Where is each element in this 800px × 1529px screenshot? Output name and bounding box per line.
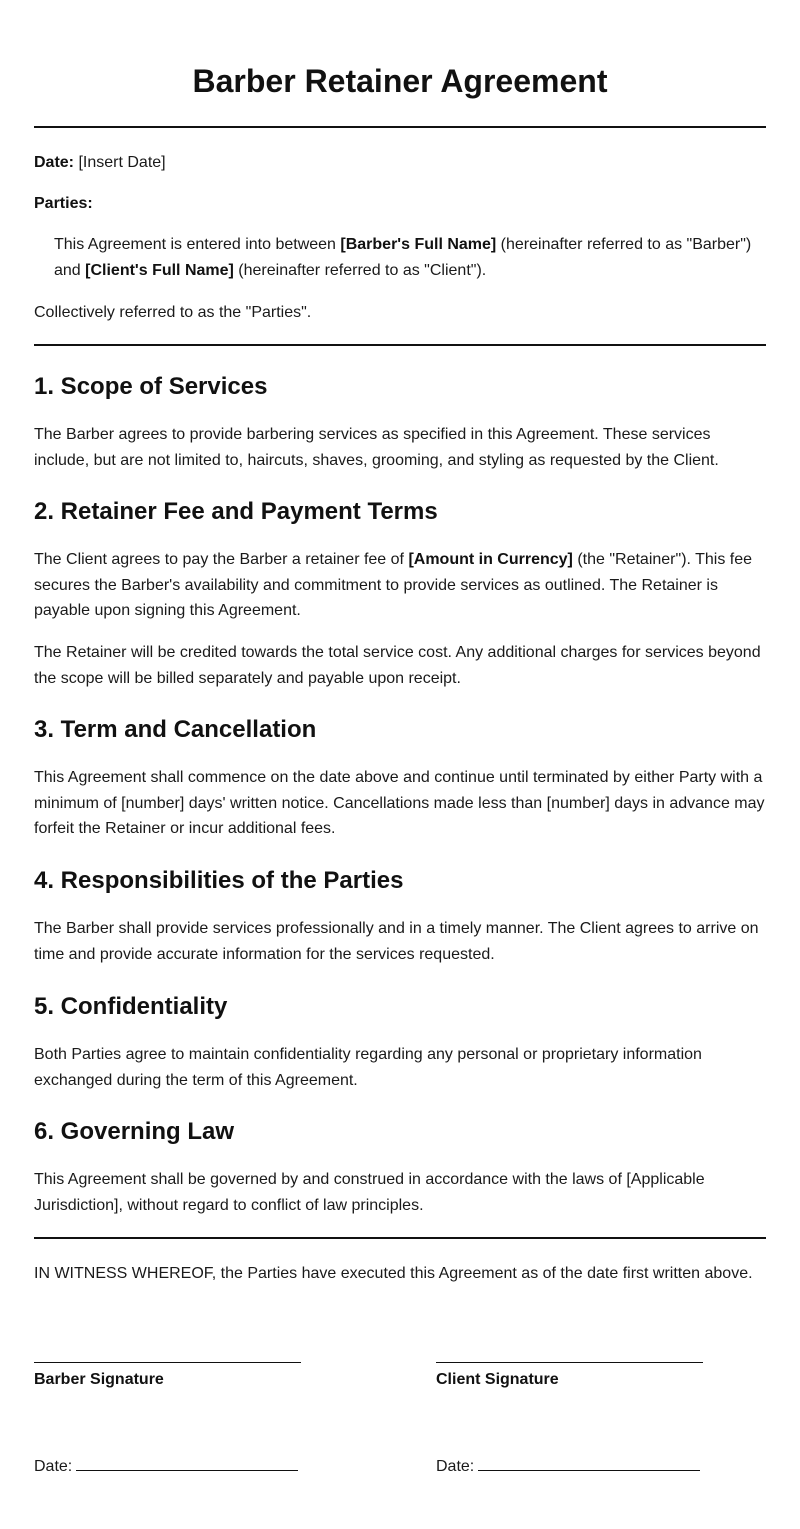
section-paragraph: The Retainer will be credited towards the total service cost. Any additional charges for services beyond the scope will be billed separately and payable upon receipt. (34, 644, 761, 687)
parties-label: Parties: (34, 195, 93, 212)
client-name-placeholder: [Client's Full Name] (85, 261, 234, 279)
barber-signature-line[interactable] (34, 1362, 301, 1363)
client-signature-line[interactable] (436, 1362, 703, 1363)
client-date-blank[interactable] (478, 1456, 700, 1471)
parties-intro (54, 232, 768, 283)
barber-date-blank[interactable] (76, 1456, 298, 1471)
date-label: Date: (34, 1458, 73, 1475)
section-paragraph (34, 547, 768, 624)
section-paragraph: Both Parties agree to maintain confidentiality regarding any personal or proprietary information exchanged during the term of this Agreement. (34, 1046, 702, 1089)
divider (34, 126, 766, 128)
amount-placeholder: [Amount in Currency] (408, 551, 573, 568)
document-title: Barber Retainer Agreement (192, 63, 608, 99)
intro-text: (hereinafter referred to as "Barber") and (54, 236, 752, 279)
barber-signature-label: Barber Signature (34, 1371, 164, 1388)
section-paragraph: The Barber agrees to provide barbering services as specified in this Agreement. These services include, but are not limited to, haircuts, shaves, grooming, and styling as requested by the Client. (34, 426, 719, 469)
barber-name-placeholder: [Barber's Full Name] (340, 236, 497, 253)
parties-heading (34, 191, 768, 217)
paragraph-text: (the "Retainer"). This fee secures the Barber's availability and commitment to provide services as outlined. The Retainer is payable upon signing this Agreement. (34, 551, 753, 620)
client-signature-label: Client Signature (436, 1371, 559, 1388)
date-label: Date: (436, 1458, 475, 1475)
section-heading: 4. Responsibilities of the Parties (34, 867, 404, 894)
intro-text: (hereinafter referred to as "Client"). (233, 261, 487, 279)
date-value: [Insert Date] (78, 154, 166, 171)
date-line (34, 150, 768, 176)
section-heading: 1. Scope of Services (34, 373, 268, 400)
barber-date-line (34, 1456, 298, 1477)
section-heading: 5. Confidentiality (34, 993, 228, 1020)
divider (34, 1237, 766, 1239)
section-heading: 6. Governing Law (34, 1118, 235, 1145)
client-date-line (436, 1456, 700, 1477)
section-paragraph: This Agreement shall be governed by and construed in accordance with the laws of [Applicable Jurisdiction], without regard to conflict of law principles. (34, 1171, 705, 1214)
paragraph-text: The Client agrees to pay the Barber a retainer fee of (34, 551, 409, 568)
intro-text: This Agreement is entered into between (54, 236, 341, 253)
witness-statement: IN WITNESS WHEREOF, the Parties have executed this Agreement as of the date first written above. (34, 1265, 753, 1282)
section-paragraph: The Barber shall provide services professionally and in a timely manner. The Client agrees to arrive on time and provide accurate information for the services requested. (34, 920, 759, 963)
section-heading: 2. Retainer Fee and Payment Terms (34, 498, 438, 525)
date-label: Date: (34, 154, 75, 171)
divider (34, 344, 766, 346)
collective-note: Collectively referred to as the "Parties". (34, 304, 312, 321)
section-heading: 3. Term and Cancellation (34, 716, 317, 743)
section-paragraph: This Agreement shall commence on the date above and continue until terminated by either Party with a minimum of [number] days' written notice. Cancellations made less than [number] days in advance may forfeit the Retainer or incur additional fees. (34, 769, 765, 838)
